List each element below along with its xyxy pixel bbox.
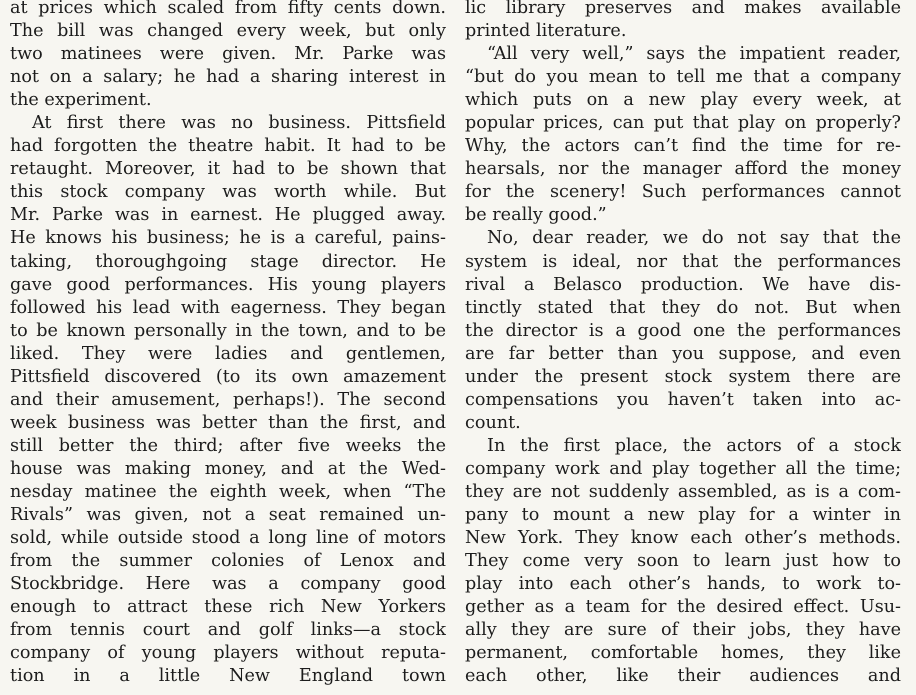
- text-line: hearsals, nor the manager afford the money: [465, 159, 901, 180]
- text-line: permanent, comfortable homes, they like: [465, 643, 901, 664]
- text-line: Stockbridge. Here was a company good: [10, 574, 446, 595]
- text-line: Why, the actors can’t find the time for re-: [465, 136, 901, 157]
- text-line: not on a salary; he had a sharing interest in: [10, 67, 446, 88]
- text-line: followed his lead with eagerness. They began: [10, 297, 446, 318]
- text-line: and their amusement, perhaps!). The second: [10, 389, 446, 410]
- text-line: He knows his business; he is a careful, pains-: [10, 228, 446, 249]
- text-line: gether as a team for the desired effect. Usu-: [465, 597, 901, 618]
- text-line: they are not suddenly assembled, as is a com-: [465, 481, 901, 502]
- text-line: system is ideal, nor that the performances: [465, 251, 901, 272]
- right-text-column: [465, 0, 901, 688]
- text-line: company of young players without reputa-: [10, 643, 446, 664]
- text-line: from the summer colonies of Lenox and: [10, 551, 446, 572]
- text-line: enough to attract these rich New Yorkers: [10, 597, 446, 618]
- text-line: Mr. Parke was in earnest. He plugged away.: [10, 205, 446, 226]
- text-line: this stock company was worth while. But: [10, 182, 446, 203]
- text-line: popular prices, can put that play on properly?: [465, 113, 901, 134]
- text-line: from tennis court and golf links—a stock: [10, 620, 446, 641]
- text-line: ally they are sure of their jobs, they have: [465, 620, 901, 641]
- text-line: New York. They know each other’s methods.: [465, 528, 901, 549]
- text-line: In the first place, the actors of a stock: [487, 435, 901, 456]
- text-line: rival a Belasco production. We have dis-: [465, 274, 901, 295]
- text-line: play into each other’s hands, to work to-: [465, 574, 901, 595]
- text-line: the experiment.: [10, 90, 152, 111]
- left-text-column: [10, 0, 446, 688]
- text-line: at prices which scaled from fifty cents down.: [10, 0, 446, 18]
- text-line: house was making money, and at the Wed-: [10, 458, 446, 479]
- text-line: company work and play together all the time;: [465, 458, 901, 479]
- text-line: printed literature.: [465, 21, 627, 42]
- text-line: are far better than you suppose, and even: [465, 343, 901, 364]
- text-line: to be known personally in the town, and to be: [10, 320, 446, 341]
- text-line: They come very soon to learn just how to: [465, 551, 901, 572]
- text-line: tinctly stated that they do not. But when: [465, 297, 901, 318]
- text-line: No, dear reader, we do not say that the: [487, 228, 901, 249]
- text-line: count.: [465, 412, 521, 433]
- text-line: retaught. Moreover, it had to be shown that: [10, 159, 446, 180]
- text-line: “All very well,” says the impatient reader,: [487, 44, 901, 65]
- text-line: gave good performances. His young players: [10, 274, 446, 295]
- text-line: Pittsfield discovered (to its own amazement: [10, 366, 446, 387]
- text-line: which puts on a new play every week, at: [465, 90, 901, 111]
- text-line: sold, while outside stood a long line of motors: [10, 528, 446, 549]
- text-line: be really good.”: [465, 205, 607, 226]
- text-line: still better the third; after five weeks the: [10, 435, 446, 456]
- text-line: compensations you haven’t taken into ac-: [465, 389, 901, 410]
- text-line: nesday matinee the eighth week, when “The: [10, 481, 446, 502]
- text-line: two matinees were given. Mr. Parke was: [10, 44, 446, 65]
- text-line: taking, thoroughgoing stage director. He: [10, 251, 446, 272]
- text-line: had forgotten the theatre habit. It had to be: [10, 136, 446, 157]
- text-line: for the scenery! Such performances cannot: [465, 182, 901, 203]
- text-line: the director is a good one the performances: [465, 320, 901, 341]
- text-line: under the present stock system there are: [465, 366, 901, 387]
- text-line: each other, like their audiences and: [465, 666, 901, 687]
- text-line: week business was better than the first, and: [10, 412, 446, 433]
- text-line: Rivals” was given, not a seat remained un-: [10, 505, 446, 526]
- text-line: lic library preserves and makes available: [465, 0, 901, 18]
- text-line: The bill was changed every week, but only: [10, 21, 446, 42]
- text-line: At first there was no business. Pittsfield: [32, 113, 446, 134]
- text-line: pany to mount a new play for a winter in: [465, 505, 901, 526]
- text-line: tion in a little New England town: [10, 666, 446, 687]
- text-line: “but do you mean to tell me that a company: [465, 67, 901, 88]
- text-line: liked. They were ladies and gentlemen,: [10, 343, 446, 364]
